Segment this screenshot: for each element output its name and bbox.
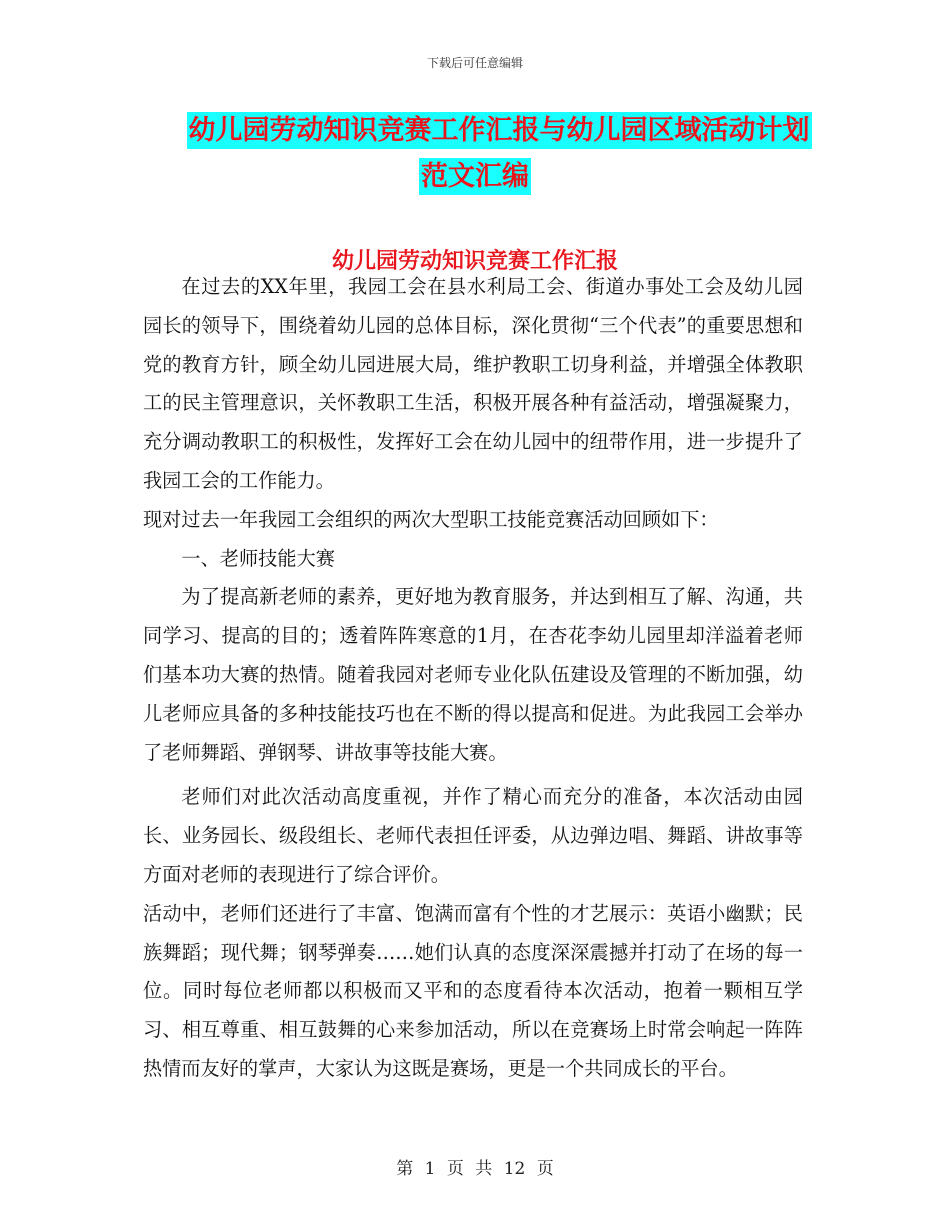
paragraph-intro: 在过去的XX年里，我园工会在县水利局工会、街道办事处工会及幼儿园园长的领导下，围绕着幼儿园的总体目标，深化贯彻“三个代表”的重要思想和党的教育方针，顾全幼儿园进展大局，维护教职工切身利益，并增强全体教职工的民主管理意识，关怀教职工生活，积极开展各种有益活动，增强凝聚力，充分调动教职工的积极性，发挥好工会在幼儿园中的纽带作用，进一步提升了我园工会的工作能力。 [143, 275, 803, 492]
subheading-teacher-contest: 一、老师技能大赛 [181, 546, 335, 570]
page-footer: 第 1 页 共 12 页 [396, 1159, 554, 1179]
paragraph-contest-activity: 活动中，老师们还进行了丰富、饱满而富有个性的才艺展示：英语小幽默；民族舞蹈；现代舞；钢琴弹奏……她们认真的态度深深震撼并打动了在场的每一位。同时每位老师都以积极而又平和的态度看待本次活动，抱着一颗相互学习、相互尊重、相互鼓舞的心来参加活动，所以在竞赛场上时常会响起一阵阵热情而友好的掌声，大家认为这既是赛场，更是一个共同成长的平台。 [143, 901, 803, 1080]
paragraph-review: 现对过去一年我园工会组织的两次大型职工技能竞赛活动回顾如下： [143, 507, 719, 531]
paragraph-contest-judging: 老师们对此次活动高度重视，并作了精心而充分的准备，本次活动由园长、业务园长、级段组长、老师代表担任评委，从边弹边唱、舞蹈、讲故事等方面对老师的表现进行了综合评价。 [143, 785, 803, 886]
title-line-1: 幼儿园劳动知识竞赛工作汇报与幼儿园区域活动计划 [187, 112, 812, 149]
title-line-2: 范文汇编 [419, 158, 531, 195]
header-note: 下载后可任意编辑 [426, 56, 523, 70]
paragraph-contest-purpose: 为了提高新老师的素养，更好地为教育服务，并达到相互了解、沟通，共同学习、提高的目的；透着阵阵寒意的1月，在杏花李幼儿园里却洋溢着老师们基本功大赛的热情。随着我园对老师专业化队伍建设及管理的不断加强，幼儿老师应具备的多种技能技巧也在不断的得以提高和促进。为此我园工会举办了老师舞蹈、弹钢琴、讲故事等技能大赛。 [143, 585, 803, 764]
document-body [143, 268, 803, 1089]
document-title [0, 108, 950, 200]
section-title: 幼儿园劳动知识竞赛工作汇报 [331, 249, 618, 274]
